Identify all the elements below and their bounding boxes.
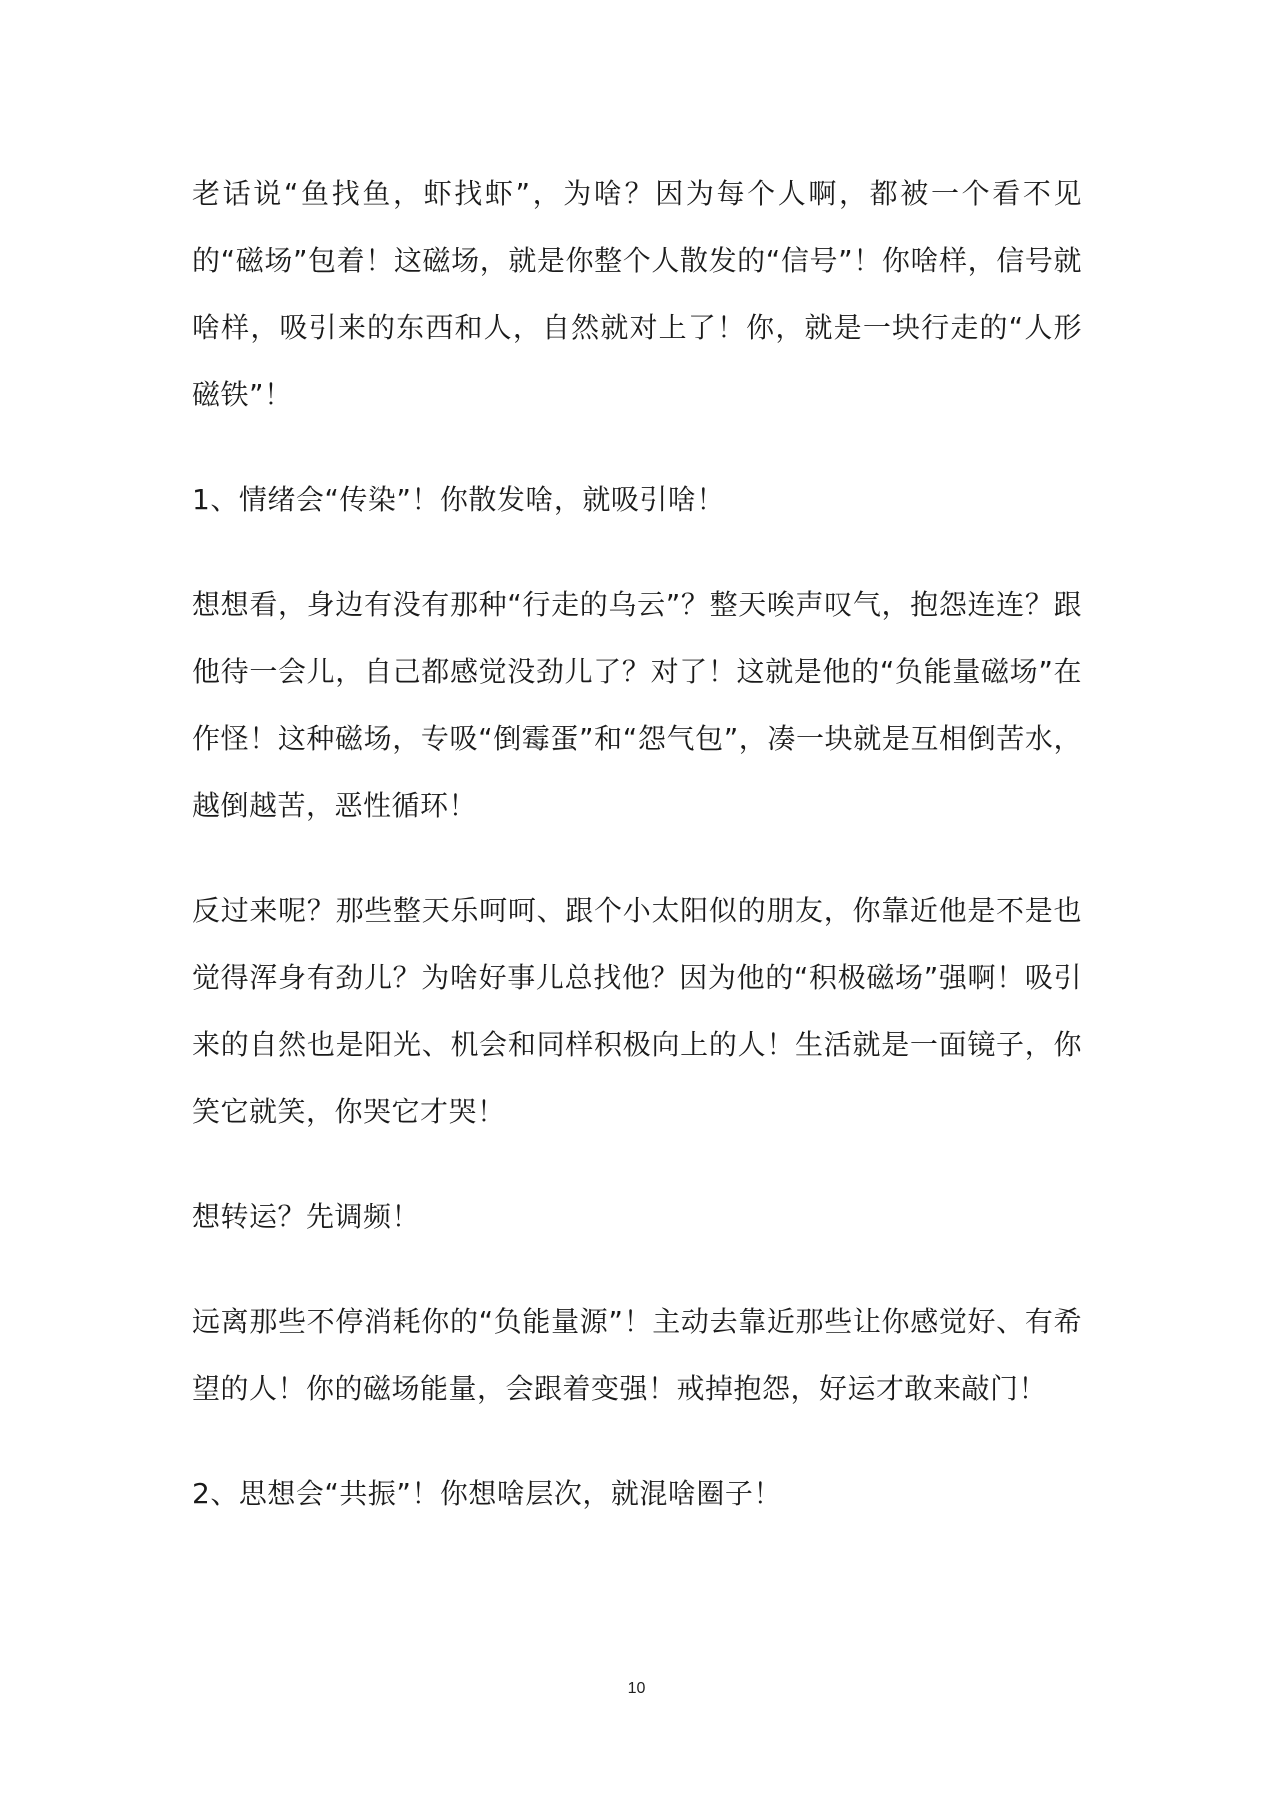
section-heading-1: 1、情绪会“传染”！你散发啥，就吸引啥！ xyxy=(192,483,725,516)
section-heading-2: 2、思想会“共振”！你想啥层次，就混啥圈子！ xyxy=(192,1477,782,1510)
paragraph-positive-energy: 反过来呢？那些整天乐呵呵、跟个小太阳似的朋友，你靠近他是不是也觉得浑身有劲儿？为啥好事儿总找他？因为他的“积极磁场”强啊！吸引来的自然也是阳光、机会和同样积极向上的人！生活就是一面镜子，你笑它就笑，你哭它才哭！ xyxy=(192,894,1082,1128)
page-number: 10 xyxy=(627,1680,646,1697)
paragraph-tune-frequency: 想转运？先调频！ xyxy=(192,1200,421,1233)
document-body xyxy=(192,160,1082,1527)
paragraph-intro: 老话说“鱼找鱼，虾找虾”，为啥？因为每个人啊，都被一个看不见的“磁场”包着！这磁场，就是你整个人散发的“信号”！你啥样，信号就啥样，吸引来的东西和人，自然就对上了！你，就是一块行走的“人形磁铁”！ xyxy=(192,177,1082,411)
paragraph-negative-energy: 想想看，身边有没有那种“行走的乌云”？整天唉声叹气，抱怨连连？跟他待一会儿，自己都感觉没劲儿了？对了！这就是他的“负能量磁场”在作怪！这种磁场，专吸“倒霉蛋”和“怨气包”，凑一块就是互相倒苦水，越倒越苦，恶性循环！ xyxy=(192,588,1082,822)
paragraph-stay-away: 远离那些不停消耗你的“负能量源”！主动去靠近那些让你感觉好、有希望的人！你的磁场能量，会跟着变强！戒掉抱怨，好运才敢来敲门！ xyxy=(192,1305,1082,1405)
